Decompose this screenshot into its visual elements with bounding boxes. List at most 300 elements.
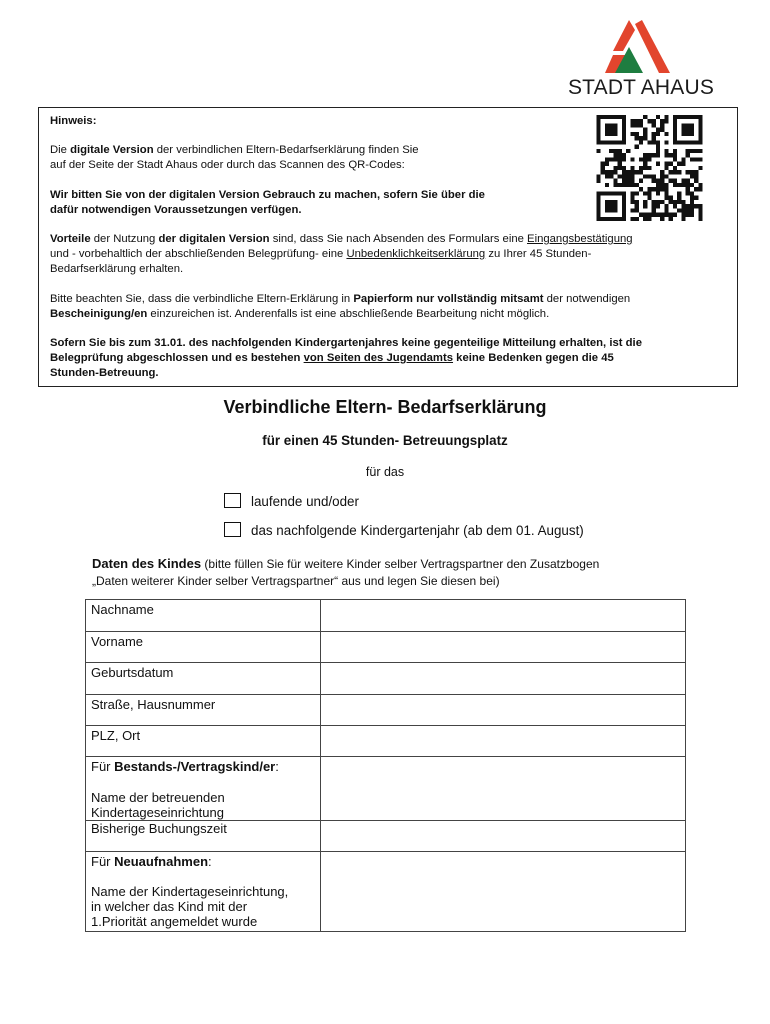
qr-module bbox=[669, 200, 673, 204]
qr-module bbox=[686, 204, 690, 208]
text-bold: der digitalen Version bbox=[158, 233, 270, 245]
qr-module bbox=[652, 153, 656, 157]
table-row bbox=[86, 852, 686, 932]
qr-module bbox=[698, 157, 702, 161]
qr-module bbox=[669, 179, 673, 183]
qr-module bbox=[669, 162, 673, 166]
qr-module bbox=[681, 179, 685, 183]
qr-module bbox=[635, 123, 639, 127]
qr-module bbox=[664, 213, 668, 217]
qr-module bbox=[622, 170, 626, 174]
first-name-field[interactable] bbox=[321, 632, 686, 663]
qr-module bbox=[664, 204, 668, 208]
qr-module bbox=[656, 153, 660, 157]
qr-module bbox=[609, 174, 613, 178]
qr-module bbox=[652, 140, 656, 144]
checkbox-current-year-label: laufende und/oder bbox=[251, 494, 359, 509]
qr-module bbox=[652, 174, 656, 178]
qr-module bbox=[664, 191, 668, 195]
label-cell bbox=[86, 663, 321, 695]
qr-module bbox=[660, 183, 664, 187]
qr-module bbox=[609, 157, 613, 161]
qr-module bbox=[630, 217, 634, 221]
qr-module bbox=[626, 170, 630, 174]
qr-module bbox=[673, 153, 677, 157]
label-cell bbox=[86, 726, 321, 757]
qr-module bbox=[647, 157, 651, 161]
qr-module bbox=[681, 213, 685, 217]
qr-module bbox=[635, 145, 639, 149]
qr-module bbox=[681, 162, 685, 166]
field-label-facility: Kindertageseinrichtung bbox=[91, 805, 224, 820]
text-bold: Vorteile bbox=[50, 233, 91, 245]
qr-module bbox=[601, 162, 605, 166]
qr-module bbox=[677, 183, 681, 187]
text: auf der Seite der Stadt Ahaus oder durch das Scannen des QR-Codes: bbox=[50, 159, 405, 171]
field-label-birthdate: Geburtsdatum bbox=[91, 665, 174, 680]
qr-finder-pattern bbox=[681, 123, 694, 136]
qr-module bbox=[622, 183, 626, 187]
qr-module bbox=[664, 132, 668, 136]
qr-module bbox=[643, 217, 647, 221]
zip-city-field[interactable] bbox=[321, 726, 686, 757]
field-label-priority-facility: in welcher das Kind mit der bbox=[91, 899, 248, 914]
child-data-table bbox=[85, 599, 686, 932]
qr-module bbox=[656, 183, 660, 187]
qr-module bbox=[613, 166, 617, 170]
qr-module bbox=[639, 166, 643, 170]
logo-text: STADT AHAUS bbox=[567, 76, 715, 99]
qr-module bbox=[673, 149, 677, 153]
qr-module bbox=[664, 196, 668, 200]
qr-module bbox=[690, 200, 694, 204]
qr-module bbox=[618, 157, 622, 161]
qr-module bbox=[660, 170, 664, 174]
qr-module bbox=[647, 174, 651, 178]
qr-module bbox=[694, 204, 698, 208]
qr-module bbox=[639, 123, 643, 127]
qr-module bbox=[660, 213, 664, 217]
qr-module bbox=[698, 213, 702, 217]
checkbox-current-year[interactable] bbox=[224, 493, 241, 508]
qr-module bbox=[630, 123, 634, 127]
qr-module bbox=[677, 208, 681, 212]
label-cell bbox=[86, 632, 321, 663]
qr-module bbox=[613, 179, 617, 183]
text: Stunden-Betreuung. bbox=[50, 367, 159, 379]
table-row bbox=[86, 757, 686, 821]
qr-module bbox=[686, 183, 690, 187]
qr-module bbox=[681, 183, 685, 187]
qr-module bbox=[618, 149, 622, 153]
qr-module bbox=[656, 140, 660, 144]
qr-module bbox=[609, 149, 613, 153]
qr-module bbox=[698, 208, 702, 212]
text: Für bbox=[91, 854, 115, 869]
qr-module bbox=[630, 183, 634, 187]
qr-module bbox=[643, 115, 647, 119]
qr-module bbox=[635, 200, 639, 204]
text-underlined: von Seiten des Jugendamts bbox=[303, 352, 454, 364]
qr-module bbox=[690, 157, 694, 161]
qr-module bbox=[626, 174, 630, 178]
table-row bbox=[86, 632, 686, 663]
checkbox-next-year-label: das nachfolgende Kindergartenjahr (ab dem 01. August) bbox=[251, 523, 584, 538]
qr-module bbox=[639, 119, 643, 123]
qr-module bbox=[613, 153, 617, 157]
qr-module bbox=[630, 174, 634, 178]
qr-module bbox=[656, 200, 660, 204]
qr-module bbox=[660, 200, 664, 204]
qr-module bbox=[664, 119, 668, 123]
text: sind, dass Sie nach Absenden des Formulars eine bbox=[269, 233, 528, 245]
qr-module bbox=[597, 179, 601, 183]
qr-module bbox=[609, 170, 613, 174]
qr-module bbox=[656, 187, 660, 191]
qr-module bbox=[673, 179, 677, 183]
qr-module bbox=[618, 174, 622, 178]
qr-module bbox=[652, 179, 656, 183]
qr-module bbox=[622, 153, 626, 157]
qr-module bbox=[652, 213, 656, 217]
text: keine Bedenken gegen die 45 bbox=[453, 352, 614, 364]
qr-module bbox=[652, 208, 656, 212]
qr-module bbox=[681, 208, 685, 212]
qr-module bbox=[630, 132, 634, 136]
label-cell bbox=[86, 852, 321, 932]
text: Wir bitten Sie von der digitalen Version Gebrauch zu machen, sofern Sie über die bbox=[50, 189, 485, 201]
field-label-facility: Name der betreuenden bbox=[91, 790, 225, 805]
qr-module bbox=[643, 166, 647, 170]
qr-module bbox=[669, 217, 673, 221]
qr-module bbox=[686, 170, 690, 174]
qr-module bbox=[635, 132, 639, 136]
qr-module bbox=[656, 115, 660, 119]
qr-module bbox=[643, 191, 647, 195]
table-row bbox=[86, 663, 686, 695]
table-row bbox=[86, 600, 686, 632]
qr-module bbox=[677, 162, 681, 166]
qr-module bbox=[673, 166, 677, 170]
qr-module bbox=[686, 191, 690, 195]
qr-module bbox=[656, 128, 660, 132]
current-facility-field[interactable] bbox=[321, 757, 686, 821]
qr-finder-pattern bbox=[605, 200, 618, 213]
text-bold: Bestands-/Vertragskind/er bbox=[114, 759, 276, 774]
qr-module bbox=[694, 157, 698, 161]
text-bold: Bescheinigung/en bbox=[50, 308, 148, 320]
qr-module bbox=[664, 162, 668, 166]
text: Die bbox=[50, 144, 71, 156]
qr-module bbox=[630, 200, 634, 204]
qr-module bbox=[647, 217, 651, 221]
qr-module bbox=[622, 166, 626, 170]
qr-module bbox=[690, 196, 694, 200]
qr-module bbox=[605, 157, 609, 161]
qr-module bbox=[626, 149, 630, 153]
for-the-label: für das bbox=[365, 465, 405, 479]
qr-module bbox=[681, 217, 685, 221]
qr-finder-pattern bbox=[605, 123, 618, 136]
qr-module bbox=[698, 183, 702, 187]
qr-module bbox=[643, 213, 647, 217]
qr-module bbox=[643, 162, 647, 166]
qr-module bbox=[630, 208, 634, 212]
qr-module bbox=[643, 174, 647, 178]
qr-module bbox=[656, 204, 660, 208]
qr-module bbox=[690, 183, 694, 187]
label-cell bbox=[86, 821, 321, 852]
field-label-first-name: Vorname bbox=[91, 634, 144, 649]
qr-module bbox=[660, 174, 664, 178]
qr-module bbox=[664, 153, 668, 157]
qr-module bbox=[635, 191, 639, 195]
text: der notwendigen bbox=[543, 293, 631, 305]
qr-module bbox=[618, 183, 622, 187]
text: der Nutzung bbox=[90, 233, 159, 245]
qr-module bbox=[656, 191, 660, 195]
notice-paragraph-1 bbox=[50, 143, 419, 173]
qr-module bbox=[635, 119, 639, 123]
child-data-heading bbox=[92, 555, 599, 590]
qr-module bbox=[673, 200, 677, 204]
qr-module bbox=[597, 149, 601, 153]
qr-module bbox=[686, 153, 690, 157]
qr-module bbox=[681, 204, 685, 208]
notice-paragraph-5 bbox=[50, 336, 735, 381]
stadt-ahaus-logo bbox=[543, 3, 739, 103]
qr-module bbox=[664, 166, 668, 170]
qr-module bbox=[597, 174, 601, 178]
qr-module bbox=[647, 213, 651, 217]
qr-module bbox=[635, 208, 639, 212]
qr-module bbox=[643, 204, 647, 208]
qr-module bbox=[622, 179, 626, 183]
qr-module bbox=[618, 166, 622, 170]
qr-module bbox=[690, 170, 694, 174]
new-admission-heading bbox=[91, 852, 320, 869]
street-field[interactable] bbox=[321, 695, 686, 726]
qr-module bbox=[618, 162, 622, 166]
qr-module bbox=[635, 136, 639, 140]
notice-paragraph-2 bbox=[50, 188, 485, 218]
qr-module bbox=[686, 208, 690, 212]
qr-module bbox=[677, 200, 681, 204]
text: zu Ihrer 45 Stunden- bbox=[485, 248, 592, 260]
qr-module bbox=[635, 204, 639, 208]
notice-box bbox=[38, 107, 738, 387]
form-title: Verbindliche Eltern- Bedarfserklärung bbox=[223, 397, 547, 417]
logo-red-left bbox=[613, 20, 635, 51]
text: Sofern Sie bis zum 31.01. des nachfolgenden Kindergartenjahres keine gegenteilige Mitteilung erhalten, ist die bbox=[50, 337, 642, 349]
qr-code-icon[interactable] bbox=[593, 115, 706, 221]
qr-module bbox=[694, 170, 698, 174]
qr-module bbox=[643, 200, 647, 204]
qr-module bbox=[605, 183, 609, 187]
qr-module bbox=[656, 213, 660, 217]
qr-module bbox=[660, 128, 664, 132]
qr-module bbox=[690, 149, 694, 153]
qr-module bbox=[694, 179, 698, 183]
table-row bbox=[86, 726, 686, 757]
qr-module bbox=[686, 179, 690, 183]
qr-module bbox=[652, 132, 656, 136]
qr-module bbox=[656, 162, 660, 166]
qr-module bbox=[652, 204, 656, 208]
qr-module bbox=[647, 153, 651, 157]
qr-module bbox=[639, 140, 643, 144]
notice-paragraph-4 bbox=[50, 292, 730, 322]
qr-module bbox=[647, 187, 651, 191]
qr-module bbox=[643, 136, 647, 140]
qr-module bbox=[673, 213, 677, 217]
qr-module bbox=[626, 183, 630, 187]
qr-module bbox=[681, 157, 685, 161]
field-label-priority-facility: 1.Priorität angemeldet wurde bbox=[91, 914, 258, 929]
child-data-note: (bitte füllen Sie für weitere Kinder selber Vertragspartner den Zusatzbogen bbox=[201, 557, 600, 571]
qr-module bbox=[647, 140, 651, 144]
qr-module bbox=[652, 200, 656, 204]
text-bold: Neuaufnahmen bbox=[114, 854, 209, 869]
field-label-street: Straße, Hausnummer bbox=[91, 697, 216, 712]
qr-module bbox=[660, 187, 664, 191]
text: einzureichen ist. Anderenfalls ist eine abschließende Bearbeitung nicht möglich. bbox=[147, 308, 550, 320]
qr-module bbox=[690, 208, 694, 212]
priority-facility-field[interactable] bbox=[321, 852, 686, 932]
field-label-priority-facility: Name der Kindertageseinrichtung, bbox=[91, 884, 289, 899]
field-label-booking-time: Bisherige Buchungszeit bbox=[91, 821, 227, 836]
text: der verbindlichen Eltern-Bedarfserklärung finden Sie bbox=[153, 144, 419, 156]
notice-heading: Hinweis: bbox=[50, 115, 97, 127]
birthdate-field[interactable] bbox=[321, 663, 686, 695]
qr-module bbox=[690, 213, 694, 217]
qr-module bbox=[635, 170, 639, 174]
qr-module bbox=[635, 217, 639, 221]
text-underlined: Unbedenklichkeitserklärung bbox=[346, 248, 486, 260]
checkbox-next-year[interactable] bbox=[224, 522, 241, 537]
qr-module bbox=[681, 200, 685, 204]
qr-module bbox=[660, 217, 664, 221]
table-row bbox=[86, 695, 686, 726]
qr-module bbox=[639, 179, 643, 183]
text: Für bbox=[91, 759, 115, 774]
qr-module bbox=[694, 187, 698, 191]
text: Bedarfserklärung erhalten. bbox=[50, 263, 184, 275]
qr-module bbox=[613, 157, 617, 161]
qr-module bbox=[673, 204, 677, 208]
qr-module bbox=[630, 119, 634, 123]
qr-module bbox=[664, 140, 668, 144]
text: dafür notwendigen Voraussetzungen verfügen. bbox=[50, 204, 302, 216]
qr-module bbox=[669, 196, 673, 200]
qr-module bbox=[669, 213, 673, 217]
qr-module bbox=[605, 162, 609, 166]
qr-module bbox=[698, 217, 702, 221]
text-underlined: Eingangsbestätigung bbox=[527, 233, 633, 245]
qr-module bbox=[630, 196, 634, 200]
qr-module bbox=[698, 149, 702, 153]
qr-module bbox=[639, 187, 643, 191]
child-data-title: Daten des Kindes bbox=[92, 556, 202, 571]
qr-module bbox=[652, 123, 656, 127]
text: : bbox=[275, 759, 279, 774]
qr-module bbox=[622, 174, 626, 178]
qr-module bbox=[622, 157, 626, 161]
label-cell bbox=[86, 600, 321, 632]
qr-module bbox=[656, 145, 660, 149]
last-name-field[interactable] bbox=[321, 600, 686, 632]
qr-module bbox=[647, 166, 651, 170]
qr-module bbox=[694, 196, 698, 200]
qr-module bbox=[647, 119, 651, 123]
booking-time-field[interactable] bbox=[321, 821, 686, 852]
qr-module bbox=[635, 183, 639, 187]
qr-module bbox=[601, 166, 605, 170]
qr-module bbox=[677, 191, 681, 195]
qr-module bbox=[660, 179, 664, 183]
qr-module bbox=[664, 174, 668, 178]
qr-module bbox=[630, 157, 634, 161]
qr-module bbox=[669, 170, 673, 174]
qr-module bbox=[626, 179, 630, 183]
qr-module bbox=[618, 153, 622, 157]
qr-module bbox=[656, 179, 660, 183]
qr-module bbox=[686, 187, 690, 191]
text: : bbox=[208, 854, 212, 869]
qr-module bbox=[639, 157, 643, 161]
qr-module bbox=[643, 128, 647, 132]
qr-module bbox=[605, 170, 609, 174]
qr-module bbox=[669, 153, 673, 157]
label-cell bbox=[86, 757, 321, 821]
qr-module bbox=[686, 213, 690, 217]
qr-module bbox=[601, 170, 605, 174]
text: und - vorbehaltlich der abschließenden Belegprüfung- eine bbox=[50, 248, 347, 260]
logo-red-right bbox=[635, 20, 670, 73]
qr-module bbox=[630, 166, 634, 170]
qr-module bbox=[677, 170, 681, 174]
qr-module bbox=[652, 136, 656, 140]
qr-module bbox=[660, 119, 664, 123]
qr-module bbox=[652, 119, 656, 123]
qr-module bbox=[652, 187, 656, 191]
qr-module bbox=[673, 183, 677, 187]
qr-module bbox=[656, 149, 660, 153]
qr-module bbox=[664, 208, 668, 212]
qr-module bbox=[613, 170, 617, 174]
qr-module bbox=[690, 204, 694, 208]
qr-module bbox=[664, 187, 668, 191]
qr-module bbox=[694, 149, 698, 153]
qr-module bbox=[630, 170, 634, 174]
qr-module bbox=[698, 204, 702, 208]
qr-module bbox=[613, 183, 617, 187]
qr-module bbox=[643, 132, 647, 136]
qr-module bbox=[605, 174, 609, 178]
qr-module bbox=[690, 191, 694, 195]
notice-paragraph-3 bbox=[50, 232, 730, 277]
qr-module bbox=[673, 157, 677, 161]
qr-module bbox=[639, 136, 643, 140]
qr-module bbox=[686, 149, 690, 153]
text-bold: Papierform nur vollständig mitsamt bbox=[353, 293, 544, 305]
qr-module bbox=[630, 191, 634, 195]
qr-module bbox=[639, 213, 643, 217]
text-bold: digitale Version bbox=[70, 144, 154, 156]
qr-module bbox=[677, 196, 681, 200]
table-row bbox=[86, 821, 686, 852]
child-data-note: „Daten weiterer Kinder selber Vertragspartner“ aus und legen Sie diesen bei) bbox=[92, 574, 500, 588]
